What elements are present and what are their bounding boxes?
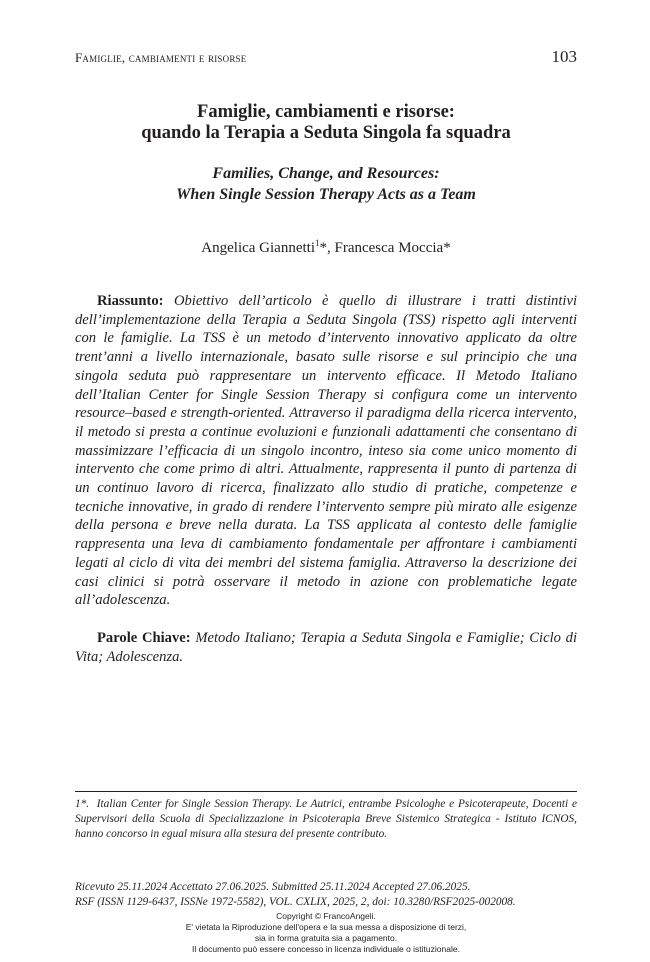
abstract-text: Obiettivo dell’articolo è quello di illustrare i tratti distintivi dell’implementazione della Terapia a Seduta Singola (TSS) rispetto agli interventi con le famiglie. La TSS è un metodo d’intervento innovativo applicato da oltre trent’anni a livello internazionale, basato sulle risorse e sul principio che una singola seduta può rappresentare un intervento efficace. Il Metodo Italiano dell’Italian Center for Single Session Therapy si configura come un intervento resource–based e strength-oriented. Attraverso il paradigma della ricerca intervento, il metodo si presta a continue evoluzioni e funzionali adattamenti che consentano di massimizzare l’efficacia di un singolo incontro, inteso sia come unico momento di intervento che come primo di altri. Attualmente, rappresenta il punto di partenza di un continuo lavoro di ricerca, finalizzato allo studio di pratiche, competenze e tecniche innovative, in grado di rendere l’intervento sempre più mirato alle esigenze della persona e breve nella durata. La TSS applicata al contesto delle famiglie rappresenta una leva di cambiamento fondamentale per affrontare i cambiamenti legati al ciclo di vita dei membri del sistema famiglia. Attraverso la descrizione dei casi clinici si potrà osservare il metodo in azione con problematiche legate all’adolescenza. (75, 293, 577, 609)
journal-citation: RSF (ISSN 1129-6437, ISSNe 1972-5582), VOL. CXLIX, 2025, 2, doi: 10.3280/RSF2025-002008. (75, 896, 516, 908)
abstract-label: Riassunto: (97, 293, 164, 309)
copyright-notice (75, 911, 577, 955)
author-list (75, 238, 577, 257)
footnote-text: Italian Center for Single Session Therapy. Le Autrici, entrambe Psicologhe e Psicoterapeute, Docenti e Supervisori della Scuola di Specializzazione in Psicoterapia Breve Sistemico Strategica - Istituto ICNOS, hanno concorso in egual misura alla stesura del presente contributo. (75, 798, 577, 840)
footnote (75, 797, 577, 842)
footnote-marker: 1*. (75, 798, 90, 810)
author-1-affiliation-mark: 1 (315, 238, 320, 248)
author-2: Francesca Moccia* (334, 240, 451, 256)
footnote-divider (75, 791, 577, 792)
running-title: Famiglie, cambiamenti e risorse (75, 50, 247, 65)
running-head (75, 47, 577, 67)
keywords-label: Parole Chiave: (97, 629, 191, 646)
copyright-line-3: sia in forma gratuita sia a pagamento. (254, 933, 398, 943)
copyright-line-4: Il documento può essere concesso in licenza individuale o istituzionale. (192, 944, 460, 954)
author-separator: *, (319, 240, 335, 256)
title-en-line-1: Families, Change, and Resources: (212, 165, 440, 182)
submission-dates: Ricevuto 25.11.2024 Accettato 27.06.2025. Submitted 25.11.2024 Accepted 27.06.2025. (75, 881, 471, 893)
copyright-line-1: Copyright © FrancoAngeli. (276, 911, 376, 921)
page-number: 103 (551, 47, 577, 66)
keywords-text: Metodo Italiano; Terapia a Seduta Singola e Famiglie; Ciclo di Vita; Adolescenza. (75, 629, 577, 665)
article-title-english (75, 163, 577, 205)
title-en-line-2: When Single Session Therapy Acts as a Team (176, 186, 476, 203)
abstract-section (75, 292, 577, 666)
abstract-paragraph (75, 292, 577, 610)
submission-info (75, 880, 577, 910)
author-1: Angelica Giannetti (201, 240, 315, 256)
keywords-paragraph (75, 629, 577, 666)
title-it-line-1: Famiglie, cambiamenti e risorse: (197, 102, 455, 122)
article-title-block (75, 102, 577, 205)
article-title-italian (75, 102, 577, 144)
copyright-line-2: E' vietata la Riproduzione dell'opera e la sua messa a disposizione di terzi, (185, 922, 467, 932)
title-it-line-2: quando la Terapia a Seduta Singola fa squadra (141, 123, 511, 143)
